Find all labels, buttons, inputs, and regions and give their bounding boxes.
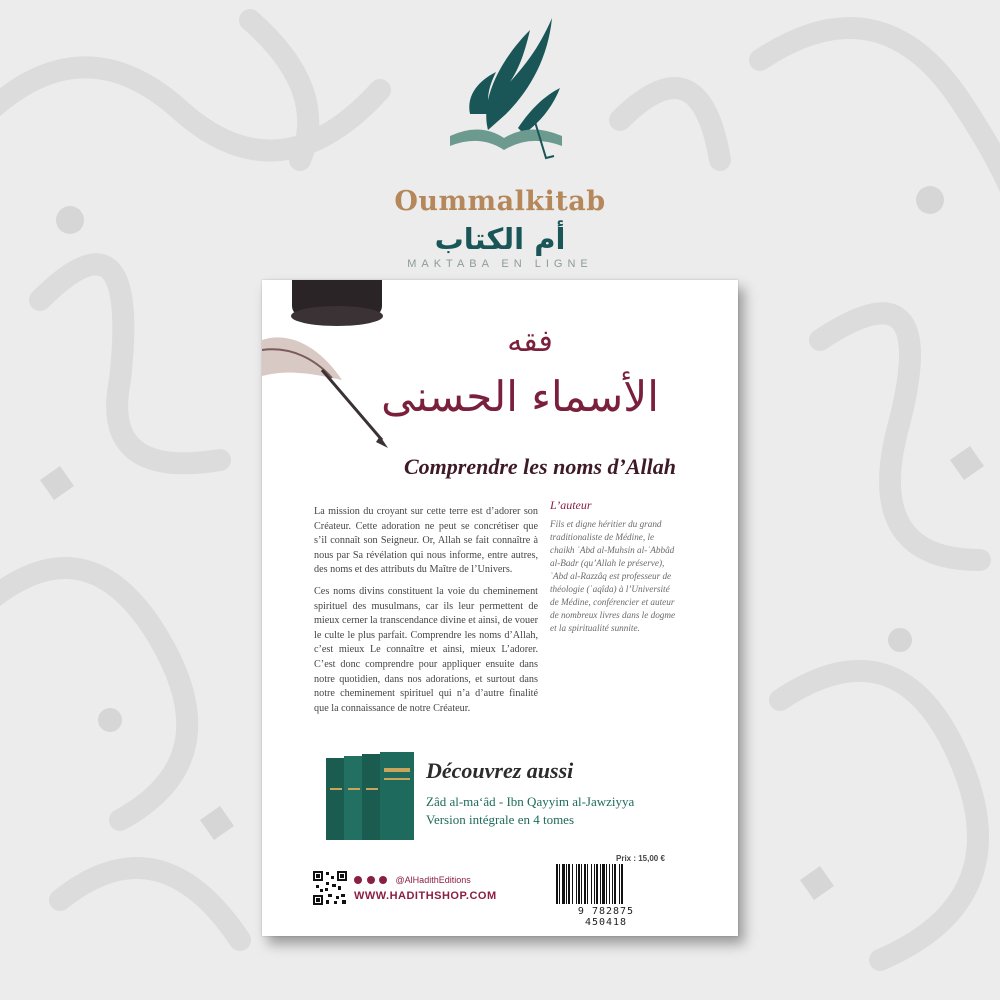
- book-title-arabic-line1: فقه: [507, 324, 553, 359]
- facebook-icon[interactable]: [354, 876, 362, 884]
- discover-heading: Découvrez aussi: [426, 758, 574, 783]
- author-section: [550, 498, 680, 635]
- book-back-cover: [262, 280, 738, 936]
- youtube-icon[interactable]: [379, 876, 387, 884]
- price-label: Prix : 15,00 €: [616, 854, 665, 863]
- social-handle[interactable]: @AlHadithEditions: [395, 874, 471, 885]
- social-links: [354, 874, 471, 885]
- instagram-icon[interactable]: [367, 876, 375, 884]
- brand-name-arabic: أم الكتاب: [434, 222, 566, 256]
- brand-name-latin: Oummalkitab: [394, 186, 606, 217]
- isbn-number: 9 782875 450418: [577, 906, 635, 928]
- qr-code-icon: [312, 870, 348, 906]
- brand-tagline: MAKTABA EN LIGNE: [407, 258, 593, 270]
- book-title-arabic-line2: الأسماء الحسنى: [381, 372, 659, 421]
- author-heading: L’auteur: [550, 498, 592, 512]
- website-link[interactable]: WWW.HADITHSHOP.COM: [354, 890, 497, 902]
- book-description: [314, 505, 538, 723]
- author-bio: Fils et digne héritier du grand traditionaliste de Médine, le chaikh ʿAbd al-Muhsin al-ʿAbbâd al-Badr (qu’Allah le préserve), ʿAbd al-Razzâq est professeur de théologie (ʿaqîda) à l’Université de Médine, conférencier et auteur de nombreux livres dans le dogme et la spiritualité sunnite.: [550, 519, 676, 633]
- description-paragraph: La mission du croyant sur cette terre est d’adorer son Créateur. Cette adoration ne peut se concrétiser que s’il connaît son Seigneur. Or, Allah se fait connaître à nous par Sa révélation qui nous informe, entre autres, des noms et des attributs du Maître de l’Univers.: [314, 506, 538, 576]
- quill-ink-icon: [262, 280, 422, 450]
- discover-book-title: Zâd al-ma‘âd - Ibn Qayyim al-Jawziyya: [426, 794, 635, 809]
- brand-header: [0, 0, 1000, 280]
- description-paragraph: Ces noms divins constituent la voie du cheminement spirituel des musulmans, car ils leur permettent de mieux cerner la transcendance divine et ainsi, de vouer le culte le plus parfait. Comprendre les noms d’Allah, c’est mieux Le connaître et ainsi, mieux L’adorer. C’est donc comprendre pour appliquer ensuite dans notre quotidien, dans nos adorations, et surtout dans notre cheminement spirituel qui n’a d’autre finalité que la connaissance de notre Créateur.: [314, 585, 538, 714]
- barcode-icon: [554, 864, 658, 904]
- discover-book-edition: Version intégrale en 4 tomes: [426, 812, 575, 827]
- quill-book-logo-icon: [440, 10, 570, 180]
- book-set-icon: [320, 748, 420, 848]
- book-title-french: Comprendre les noms d’Allah: [404, 454, 676, 479]
